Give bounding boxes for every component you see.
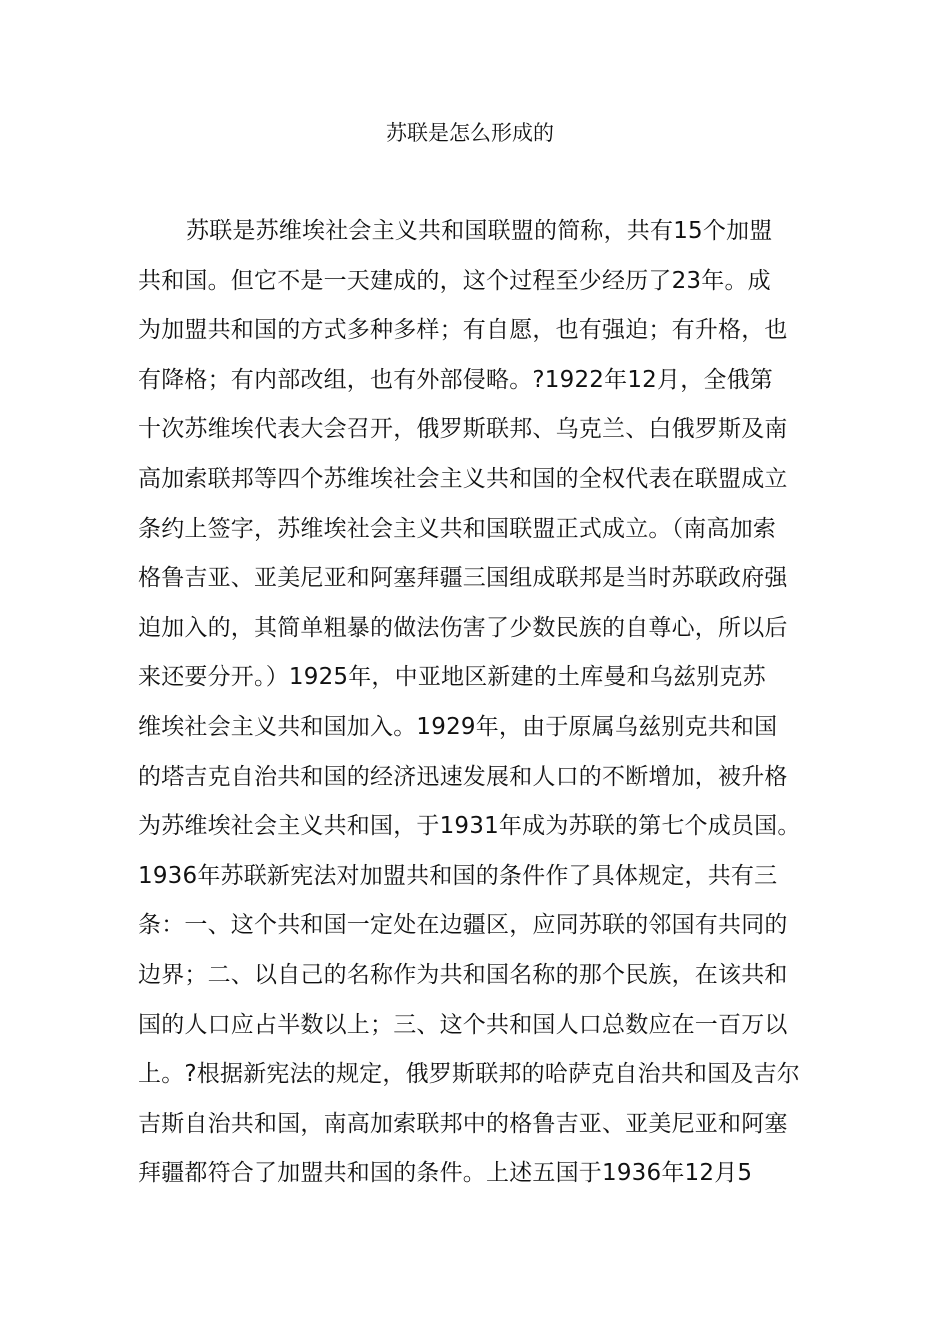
body-line: 拜疆都符合了加盟共和国的条件。上述五国于1936年12月5 (138, 1160, 753, 1187)
body-line: 国的人口应占半数以上；三、这个共和国人口总数应在一百万以 (138, 1011, 788, 1038)
document-title: 苏联是怎么形成的 (386, 121, 554, 145)
body-line: 边界；二、以自己的名称作为共和国名称的那个民族，在该共和 (138, 961, 788, 988)
body-line: 苏联是苏维埃社会主义共和国联盟的简称，共有15个加盟 (186, 218, 773, 244)
body-line: 高加索联邦等四个苏维埃社会主义共和国的全权代表在联盟成立 (138, 465, 788, 492)
body-line: 为苏维埃社会主义共和国，于1931年成为苏联的第七个成员国。 (138, 813, 801, 840)
body-line: 迫加入的，其简单粗暴的做法伤害了少数民族的自尊心，所以后 (138, 614, 788, 641)
body-line: 条：一、这个共和国一定处在边疆区，应同苏联的邻国有共同的 (138, 912, 788, 939)
body-line: 格鲁吉亚、亚美尼亚和阿塞拜疆三国组成联邦是当时苏联政府强 (138, 565, 788, 592)
body-line: 吉斯自治共和国，南高加索联邦中的格鲁吉亚、亚美尼亚和阿塞 (138, 1110, 788, 1137)
document-body (138, 207, 818, 1199)
body-line: 为加盟共和国的方式多种多样；有自愿，也有强迫；有升格，也 (138, 317, 788, 344)
body-line: 共和国。但它不是一天建成的，这个过程至少经历了23年。成 (138, 267, 771, 294)
body-line: 有降格；有内部改组，也有外部侵略。?1922年12月，全俄第 (138, 366, 774, 393)
body-line: 来还要分开。）1925年，中亚地区新建的土库曼和乌兹别克苏 (138, 664, 766, 691)
body-line: 十次苏维埃代表大会召开，俄罗斯联邦、乌克兰、白俄罗斯及南 (138, 416, 788, 443)
body-line: 条约上签字，苏维埃社会主义共和国联盟正式成立。（南高加索 (138, 515, 777, 542)
body-line: 1936年苏联新宪法对加盟共和国的条件作了具体规定，共有三 (138, 862, 778, 889)
body-line: 维埃社会主义共和国加入。1929年，由于原属乌兹别克共和国 (138, 713, 778, 740)
body-line: 上。?根据新宪法的规定，俄罗斯联邦的哈萨克自治共和国及吉尔 (138, 1061, 801, 1088)
body-line: 的塔吉克自治共和国的经济迅速发展和人口的不断增加，被升格 (138, 763, 788, 790)
